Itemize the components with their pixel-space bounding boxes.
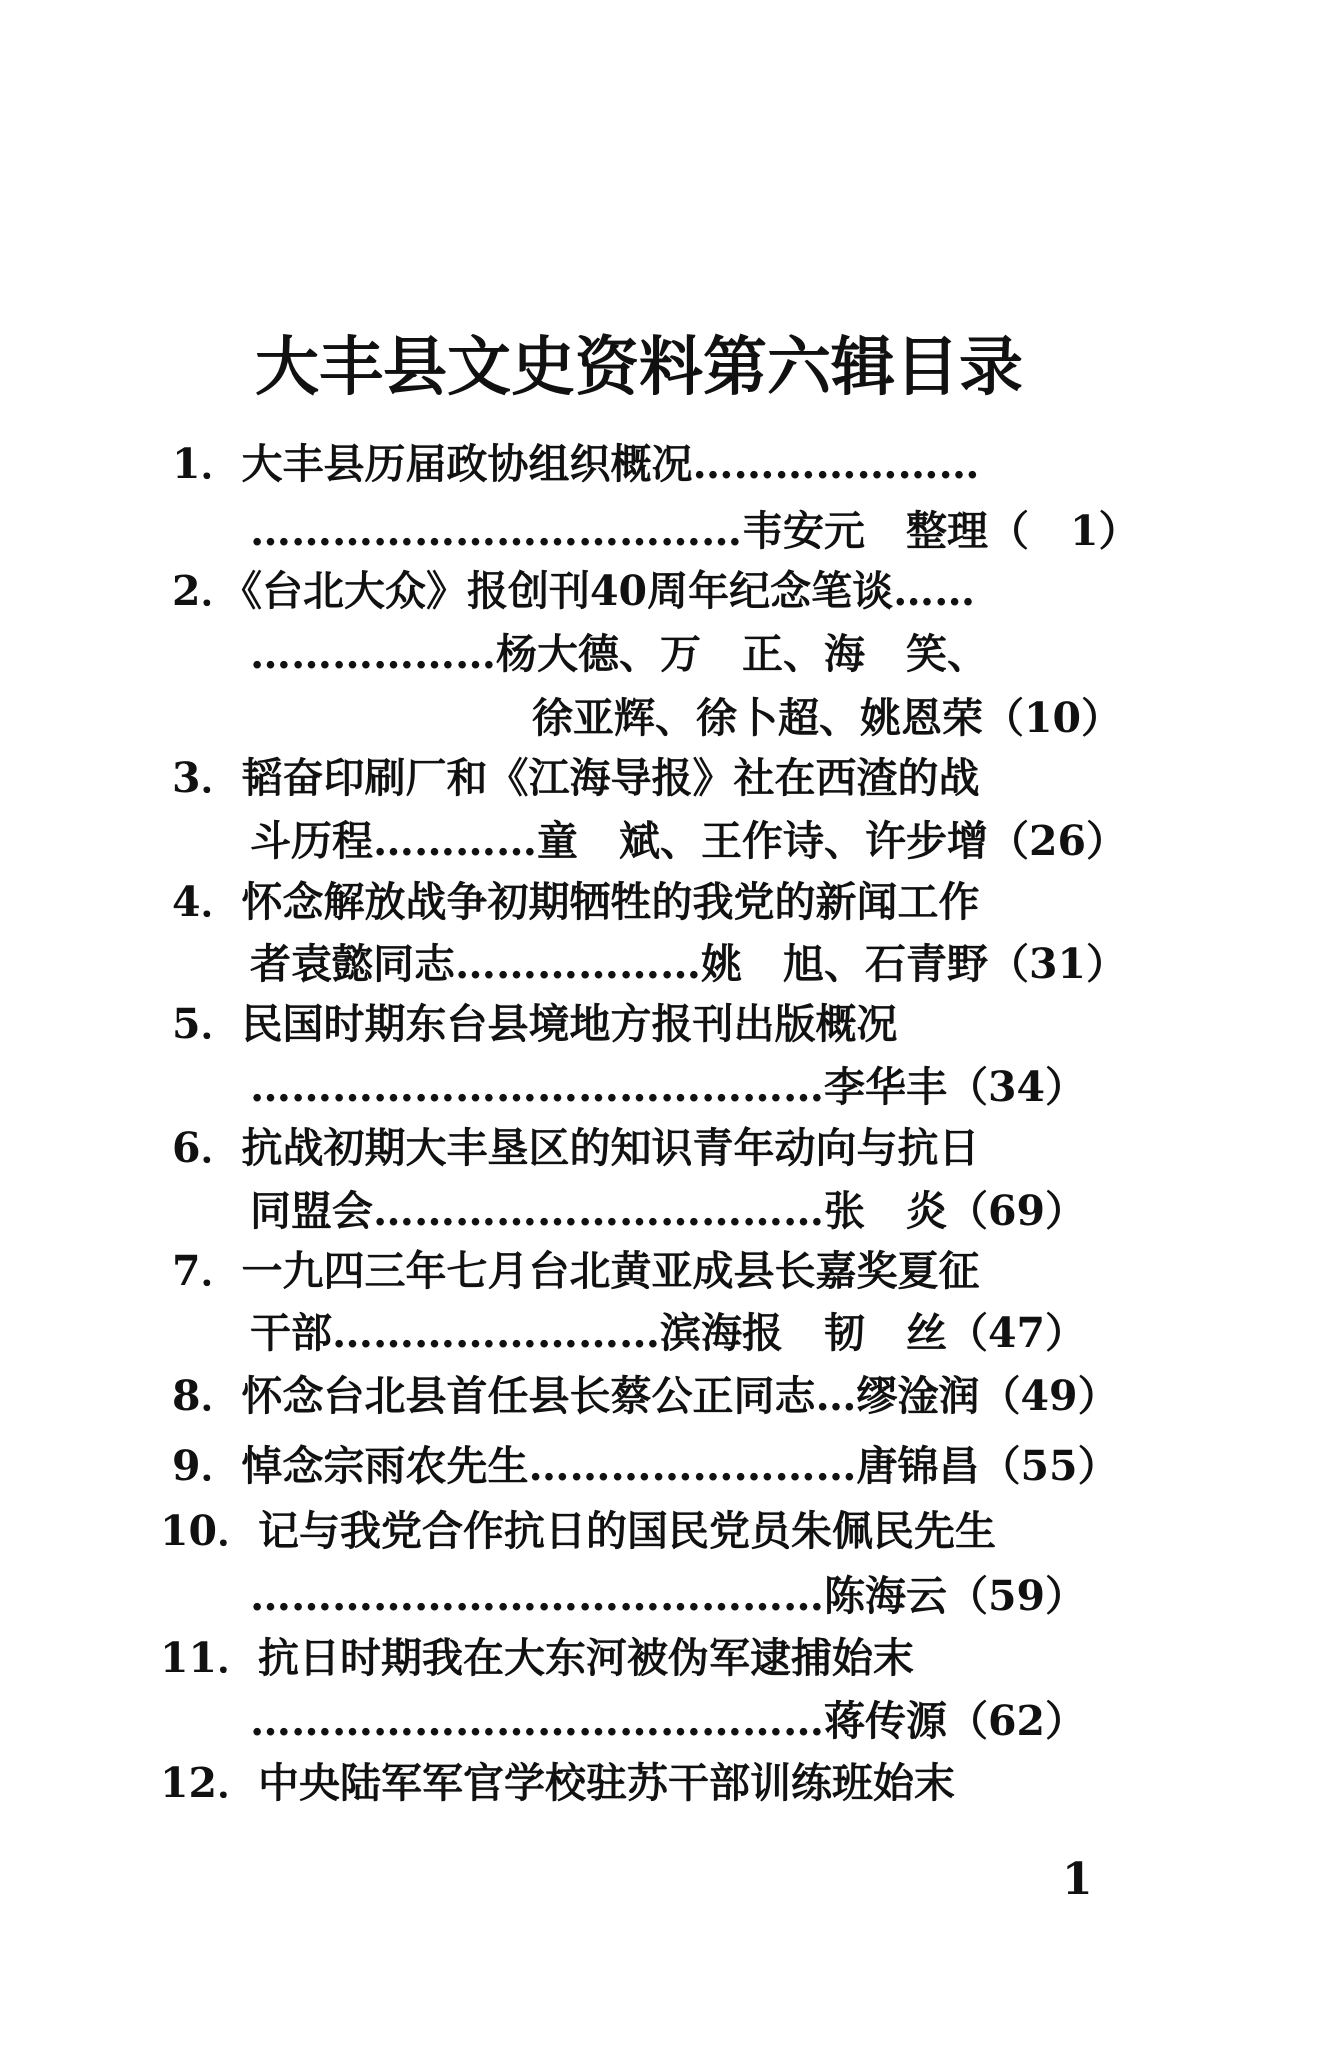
- toc-line-18: 10．记与我党合作抗日的国民党员朱佩民先生: [160, 1507, 997, 1555]
- toc-line-14: 7．一九四三年七月台北黄亚成县长嘉奖夏征: [172, 1247, 980, 1295]
- toc-line-4: ………………杨大德、万 正、海 笑、: [250, 630, 988, 678]
- toc-line-13: 同盟会……………………………张 炎（69）: [250, 1187, 1087, 1235]
- toc-line-10: 5．民国时期东台县境地方报刊出版概况: [172, 1000, 898, 1048]
- toc-line-15: 干部……………………滨海报 韧 丝（47）: [250, 1309, 1087, 1357]
- toc-line-2: ………………………………韦安元 整理（ 1）: [250, 507, 1140, 555]
- toc-line-1: 1．大丰县历届政协组织概况…………………: [172, 440, 980, 488]
- page-number: 1: [1062, 1854, 1093, 1905]
- toc-line-8: 4．怀念解放战争初期牺牲的我党的新闻工作: [172, 878, 980, 926]
- toc-line-12: 6．抗战初期大丰垦区的知识青年动向与抗日: [172, 1124, 980, 1172]
- toc-line-5: 徐亚辉、徐卜超、姚恩荣（10）: [532, 694, 1123, 742]
- toc-line-20: 11．抗日时期我在大东河被伪军逮捕始末: [160, 1634, 915, 1682]
- toc-line-22: 12．中央陆军军官学校驻苏干部训练班始末: [160, 1759, 956, 1807]
- toc-line-3: 2．《台北大众》报创刊40周年纪念笔谈……: [172, 567, 976, 615]
- toc-line-9: 者袁懿同志………………姚 旭、石青野（31）: [250, 940, 1128, 988]
- toc-line-19: ……………………………………陈海云（59）: [250, 1572, 1087, 1620]
- toc-line-16: 8．怀念台北县首任县长蔡公正同志…缪淦润（49）: [172, 1372, 1119, 1420]
- page-title: 大丰县文史资料第六辑目录: [255, 330, 1023, 405]
- toc-line-11: ……………………………………李华丰（34）: [250, 1063, 1087, 1111]
- toc-line-6: 3．韬奋印刷厂和《江海导报》社在西渣的战: [172, 754, 980, 802]
- toc-line-7: 斗历程…………童 斌、王作诗、许步增（26）: [250, 817, 1128, 865]
- toc-line-17: 9．悼念宗雨农先生……………………唐锦昌（55）: [172, 1442, 1119, 1490]
- toc-line-21: ……………………………………蒋传源（62）: [250, 1697, 1087, 1745]
